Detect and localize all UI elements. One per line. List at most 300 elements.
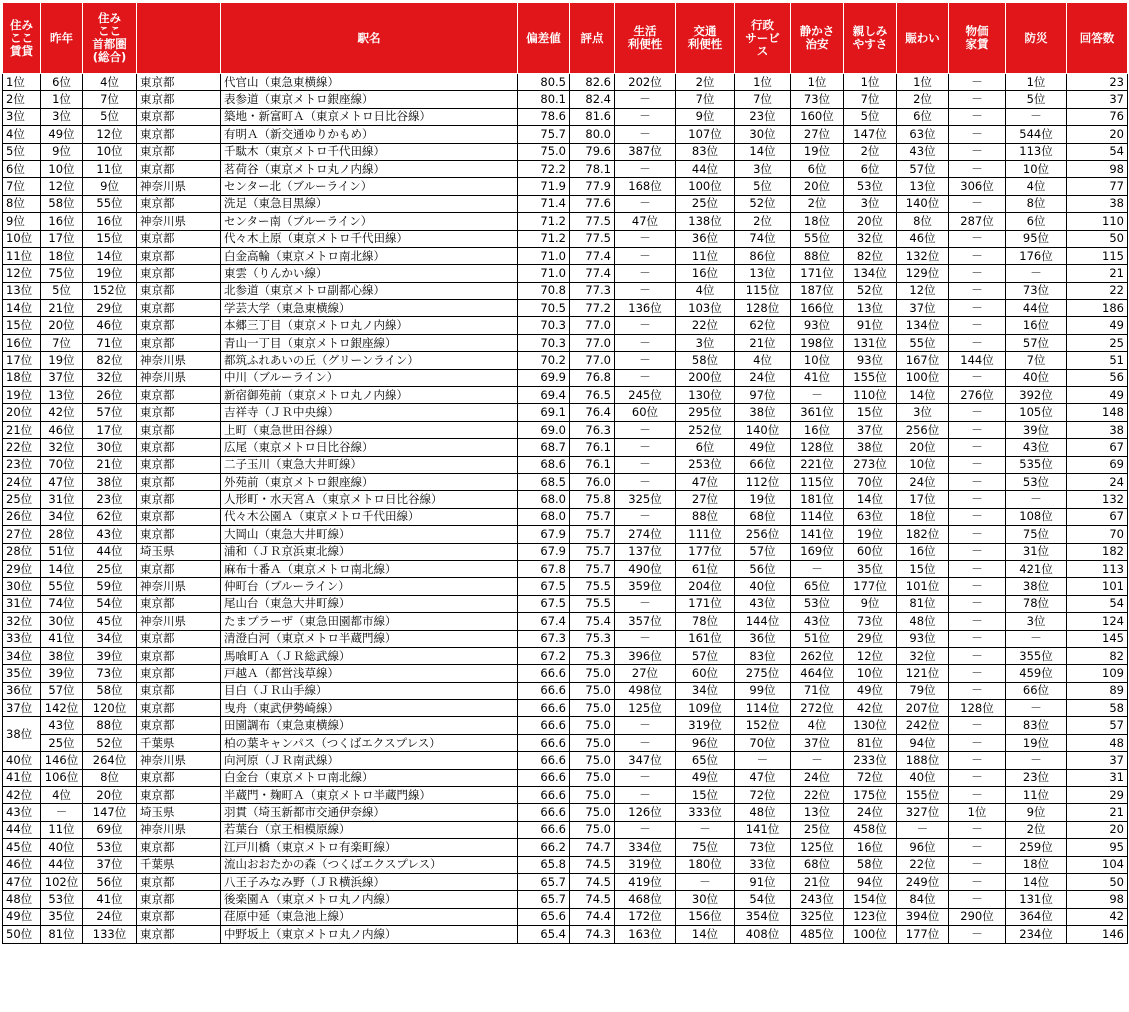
cell-station-col: センター北（ブルーライン） bbox=[221, 178, 518, 195]
cell-safety-col: 128位 bbox=[791, 439, 844, 456]
cell-friendly-col: 155位 bbox=[844, 369, 897, 386]
cell-safety-col: 464位 bbox=[791, 665, 844, 682]
cell-rank-col: 7位 bbox=[3, 178, 41, 195]
cell-life-col: － bbox=[615, 821, 676, 838]
cell-rank-col: 18位 bbox=[3, 369, 41, 386]
cell-price-col: 276位 bbox=[949, 387, 1006, 404]
cell-prev-year-col: 6位 bbox=[41, 74, 83, 91]
cell-disaster-col: 9位 bbox=[1006, 804, 1067, 821]
cell-admin-col: 256位 bbox=[735, 526, 791, 543]
cell-friendly-col: 2位 bbox=[844, 143, 897, 160]
cell-rank-col: 25位 bbox=[3, 491, 41, 508]
cell-friendly-col: 32位 bbox=[844, 230, 897, 247]
cell-pref-col: 東京都 bbox=[137, 230, 221, 247]
cell-pref-col: 東京都 bbox=[137, 682, 221, 699]
cell-answers-col: 145 bbox=[1067, 630, 1128, 647]
cell-life-col: 168位 bbox=[615, 178, 676, 195]
cell-deviation-col: 72.2 bbox=[518, 160, 570, 177]
cell-life-col: 319位 bbox=[615, 856, 676, 873]
cell-bustle-col: 134位 bbox=[897, 317, 949, 334]
cell-shutoken-col: 55位 bbox=[83, 195, 137, 212]
cell-transport-col: 200位 bbox=[676, 369, 735, 386]
cell-rank-col: 34位 bbox=[3, 647, 41, 664]
cell-pref-col: 千葉県 bbox=[137, 734, 221, 751]
cell-prev-year-col: 42位 bbox=[41, 404, 83, 421]
table-row bbox=[3, 543, 1128, 560]
cell-prev-year-col: 53位 bbox=[41, 891, 83, 908]
cell-shutoken-col: 88位 bbox=[83, 717, 137, 734]
cell-deviation-col: 66.6 bbox=[518, 787, 570, 804]
cell-pref-col: 神奈川県 bbox=[137, 578, 221, 595]
cell-bustle-col: 57位 bbox=[897, 160, 949, 177]
cell-price-col: － bbox=[949, 74, 1006, 91]
header-row bbox=[3, 3, 1128, 74]
cell-life-col: 468位 bbox=[615, 891, 676, 908]
cell-pref-col: 東京都 bbox=[137, 108, 221, 125]
cell-deviation-col: 69.1 bbox=[518, 404, 570, 421]
cell-disaster-col: 7位 bbox=[1006, 352, 1067, 369]
cell-bustle-col: 40位 bbox=[897, 769, 949, 786]
cell-safety-col: 71位 bbox=[791, 682, 844, 699]
cell-life-col: － bbox=[615, 717, 676, 734]
cell-safety-col: 485位 bbox=[791, 926, 844, 943]
cell-prev-year-col: 51位 bbox=[41, 543, 83, 560]
cell-life-col: 357位 bbox=[615, 613, 676, 630]
cell-shutoken-col: 38位 bbox=[83, 473, 137, 490]
cell-admin-col: 5位 bbox=[735, 178, 791, 195]
cell-rank-col: 11位 bbox=[3, 247, 41, 264]
cell-friendly-col: 177位 bbox=[844, 578, 897, 595]
cell-life-col: － bbox=[615, 352, 676, 369]
cell-price-col: － bbox=[949, 160, 1006, 177]
cell-deviation-col: 68.0 bbox=[518, 508, 570, 525]
cell-station-col: 築地・新富町Ａ（東京メトロ日比谷線） bbox=[221, 108, 518, 125]
cell-deviation-col: 66.6 bbox=[518, 752, 570, 769]
cell-score-col: 76.4 bbox=[570, 404, 615, 421]
cell-disaster-col: 459位 bbox=[1006, 665, 1067, 682]
cell-bustle-col: 100位 bbox=[897, 369, 949, 386]
cell-price-col: － bbox=[949, 491, 1006, 508]
cell-admin-col: 114位 bbox=[735, 700, 791, 717]
cell-bustle-col: 2位 bbox=[897, 91, 949, 108]
cell-shutoken-col: 17位 bbox=[83, 421, 137, 438]
cell-safety-col: － bbox=[791, 560, 844, 577]
cell-life-col: － bbox=[615, 473, 676, 490]
table-row bbox=[3, 160, 1128, 177]
cell-prev-year-col: 49位 bbox=[41, 126, 83, 143]
table-row bbox=[3, 421, 1128, 438]
header-score-col: 評点 bbox=[570, 3, 615, 74]
cell-disaster-col: － bbox=[1006, 491, 1067, 508]
cell-rank-col: 44位 bbox=[3, 821, 41, 838]
cell-rank-col: 31位 bbox=[3, 595, 41, 612]
table-row bbox=[3, 213, 1128, 230]
cell-score-col: 75.0 bbox=[570, 769, 615, 786]
cell-score-col: 75.0 bbox=[570, 804, 615, 821]
cell-pref-col: 東京都 bbox=[137, 473, 221, 490]
cell-safety-col: 22位 bbox=[791, 787, 844, 804]
cell-rank-col: 22位 bbox=[3, 439, 41, 456]
cell-safety-col: 198位 bbox=[791, 334, 844, 351]
cell-rank-col: 49位 bbox=[3, 908, 41, 925]
cell-shutoken-col: 37位 bbox=[83, 856, 137, 873]
cell-friendly-col: 5位 bbox=[844, 108, 897, 125]
cell-score-col: 76.1 bbox=[570, 456, 615, 473]
cell-bustle-col: 43位 bbox=[897, 143, 949, 160]
cell-score-col: 77.2 bbox=[570, 300, 615, 317]
cell-life-col: 125位 bbox=[615, 700, 676, 717]
cell-life-col: － bbox=[615, 508, 676, 525]
cell-station-col: 曳舟（東武伊勢崎線） bbox=[221, 700, 518, 717]
cell-deviation-col: 71.2 bbox=[518, 230, 570, 247]
cell-rank-col: 41位 bbox=[3, 769, 41, 786]
cell-prev-year-col: 44位 bbox=[41, 856, 83, 873]
cell-answers-col: 38 bbox=[1067, 421, 1128, 438]
cell-pref-col: 東京都 bbox=[137, 195, 221, 212]
cell-score-col: 75.0 bbox=[570, 787, 615, 804]
cell-disaster-col: 364位 bbox=[1006, 908, 1067, 925]
cell-pref-col: 東京都 bbox=[137, 891, 221, 908]
cell-pref-col: 東京都 bbox=[137, 908, 221, 925]
cell-bustle-col: 167位 bbox=[897, 352, 949, 369]
cell-friendly-col: 233位 bbox=[844, 752, 897, 769]
cell-bustle-col: 249位 bbox=[897, 873, 949, 890]
cell-score-col: 74.5 bbox=[570, 873, 615, 890]
header-rank-col: 住み ここ 賃貸 bbox=[3, 3, 41, 74]
cell-bustle-col: 129位 bbox=[897, 265, 949, 282]
cell-disaster-col: 66位 bbox=[1006, 682, 1067, 699]
cell-shutoken-col: 39位 bbox=[83, 647, 137, 664]
cell-disaster-col: － bbox=[1006, 700, 1067, 717]
cell-station-col: 白金高輪（東京メトロ南北線） bbox=[221, 247, 518, 264]
cell-station-col: 八王子みなみ野（ＪＲ横浜線） bbox=[221, 873, 518, 890]
cell-friendly-col: 63位 bbox=[844, 508, 897, 525]
cell-price-col: － bbox=[949, 108, 1006, 125]
cell-price-col: － bbox=[949, 404, 1006, 421]
cell-safety-col: 187位 bbox=[791, 282, 844, 299]
header-station-col: 駅名 bbox=[221, 3, 518, 74]
cell-shutoken-col: 23位 bbox=[83, 491, 137, 508]
cell-price-col: － bbox=[949, 265, 1006, 282]
cell-pref-col: 神奈川県 bbox=[137, 821, 221, 838]
header-safety-col: 静かさ 治安 bbox=[791, 3, 844, 74]
cell-admin-col: 91位 bbox=[735, 873, 791, 890]
cell-shutoken-col: 25位 bbox=[83, 560, 137, 577]
cell-deviation-col: 71.2 bbox=[518, 213, 570, 230]
cell-shutoken-col: 44位 bbox=[83, 543, 137, 560]
cell-transport-col: 83位 bbox=[676, 143, 735, 160]
cell-disaster-col: 95位 bbox=[1006, 230, 1067, 247]
cell-station-col: 大岡山（東急大井町線） bbox=[221, 526, 518, 543]
cell-deviation-col: 67.5 bbox=[518, 578, 570, 595]
cell-answers-col: 22 bbox=[1067, 282, 1128, 299]
cell-deviation-col: 68.7 bbox=[518, 439, 570, 456]
cell-pref-col: 千葉県 bbox=[137, 856, 221, 873]
cell-price-col: － bbox=[949, 821, 1006, 838]
cell-rank-col: 35位 bbox=[3, 665, 41, 682]
cell-score-col: 77.3 bbox=[570, 282, 615, 299]
cell-life-col: 396位 bbox=[615, 647, 676, 664]
cell-prev-year-col: 17位 bbox=[41, 230, 83, 247]
cell-transport-col: － bbox=[676, 821, 735, 838]
cell-pref-col: 東京都 bbox=[137, 526, 221, 543]
cell-bustle-col: 17位 bbox=[897, 491, 949, 508]
cell-station-col: 茗荷谷（東京メトロ丸ノ内線） bbox=[221, 160, 518, 177]
cell-score-col: 74.3 bbox=[570, 926, 615, 943]
header-pref-col bbox=[137, 3, 221, 74]
cell-pref-col: 東京都 bbox=[137, 456, 221, 473]
cell-friendly-col: 1位 bbox=[844, 74, 897, 91]
table-row bbox=[3, 839, 1128, 856]
cell-score-col: 76.0 bbox=[570, 473, 615, 490]
cell-rank-col: 5位 bbox=[3, 143, 41, 160]
cell-bustle-col: 182位 bbox=[897, 526, 949, 543]
cell-disaster-col: 105位 bbox=[1006, 404, 1067, 421]
cell-transport-col: 58位 bbox=[676, 352, 735, 369]
cell-prev-year-col: 5位 bbox=[41, 282, 83, 299]
cell-admin-col: 43位 bbox=[735, 595, 791, 612]
cell-prev-year-col: 146位 bbox=[41, 752, 83, 769]
cell-deviation-col: 67.2 bbox=[518, 647, 570, 664]
cell-price-col: － bbox=[949, 421, 1006, 438]
cell-deviation-col: 66.6 bbox=[518, 682, 570, 699]
cell-answers-col: 29 bbox=[1067, 787, 1128, 804]
cell-score-col: 74.4 bbox=[570, 908, 615, 925]
cell-admin-col: 70位 bbox=[735, 734, 791, 751]
cell-bustle-col: 13位 bbox=[897, 178, 949, 195]
cell-station-col: 羽貫（埼玉新都市交通伊奈線） bbox=[221, 804, 518, 821]
cell-admin-col: 66位 bbox=[735, 456, 791, 473]
cell-price-col: － bbox=[949, 578, 1006, 595]
cell-station-col: 本郷三丁目（東京メトロ丸ノ内線） bbox=[221, 317, 518, 334]
cell-shutoken-col: 59位 bbox=[83, 578, 137, 595]
cell-prev-year-col: 43位 bbox=[41, 717, 83, 734]
cell-pref-col: 東京都 bbox=[137, 265, 221, 282]
cell-price-col: － bbox=[949, 126, 1006, 143]
cell-disaster-col: 44位 bbox=[1006, 300, 1067, 317]
cell-pref-col: 東京都 bbox=[137, 647, 221, 664]
header-bustle-col: 賑わい bbox=[897, 3, 949, 74]
cell-rank-col: 2位 bbox=[3, 91, 41, 108]
cell-friendly-col: 81位 bbox=[844, 734, 897, 751]
table-row bbox=[3, 265, 1128, 282]
cell-life-col: 359位 bbox=[615, 578, 676, 595]
cell-transport-col: 6位 bbox=[676, 439, 735, 456]
cell-safety-col: 88位 bbox=[791, 247, 844, 264]
cell-price-col: － bbox=[949, 282, 1006, 299]
cell-pref-col: 東京都 bbox=[137, 160, 221, 177]
cell-transport-col: 16位 bbox=[676, 265, 735, 282]
table-row bbox=[3, 682, 1128, 699]
cell-shutoken-col: 16位 bbox=[83, 213, 137, 230]
cell-bustle-col: 81位 bbox=[897, 595, 949, 612]
cell-deviation-col: 68.6 bbox=[518, 456, 570, 473]
cell-admin-col: 24位 bbox=[735, 369, 791, 386]
cell-price-col: － bbox=[949, 873, 1006, 890]
cell-deviation-col: 66.6 bbox=[518, 700, 570, 717]
cell-safety-col: 169位 bbox=[791, 543, 844, 560]
cell-safety-col: 243位 bbox=[791, 891, 844, 908]
cell-station-col: 千駄木（東京メトロ千代田線） bbox=[221, 143, 518, 160]
cell-rank-col: 29位 bbox=[3, 560, 41, 577]
cell-safety-col: 221位 bbox=[791, 456, 844, 473]
cell-prev-year-col: － bbox=[41, 804, 83, 821]
cell-admin-col: 354位 bbox=[735, 908, 791, 925]
cell-shutoken-col: 11位 bbox=[83, 160, 137, 177]
cell-rank-col: 6位 bbox=[3, 160, 41, 177]
cell-rank-col: 47位 bbox=[3, 873, 41, 890]
cell-answers-col: 124 bbox=[1067, 613, 1128, 630]
cell-disaster-col: － bbox=[1006, 265, 1067, 282]
cell-shutoken-col: 24位 bbox=[83, 908, 137, 925]
cell-bustle-col: 1位 bbox=[897, 74, 949, 91]
cell-price-col: － bbox=[949, 439, 1006, 456]
cell-admin-col: 72位 bbox=[735, 787, 791, 804]
cell-answers-col: 98 bbox=[1067, 160, 1128, 177]
cell-friendly-col: 7位 bbox=[844, 91, 897, 108]
cell-disaster-col: 4位 bbox=[1006, 178, 1067, 195]
cell-deviation-col: 66.6 bbox=[518, 769, 570, 786]
cell-pref-col: 東京都 bbox=[137, 300, 221, 317]
cell-bustle-col: 93位 bbox=[897, 630, 949, 647]
cell-admin-col: 56位 bbox=[735, 560, 791, 577]
cell-score-col: 77.5 bbox=[570, 213, 615, 230]
cell-pref-col: 東京都 bbox=[137, 839, 221, 856]
cell-disaster-col: 1位 bbox=[1006, 74, 1067, 91]
cell-disaster-col: 57位 bbox=[1006, 334, 1067, 351]
cell-safety-col: 125位 bbox=[791, 839, 844, 856]
cell-transport-col: 161位 bbox=[676, 630, 735, 647]
cell-friendly-col: 72位 bbox=[844, 769, 897, 786]
cell-pref-col: 東京都 bbox=[137, 873, 221, 890]
cell-deviation-col: 71.9 bbox=[518, 178, 570, 195]
cell-answers-col: 110 bbox=[1067, 213, 1128, 230]
table-row bbox=[3, 613, 1128, 630]
cell-rank-col: 48位 bbox=[3, 891, 41, 908]
cell-answers-col: 82 bbox=[1067, 647, 1128, 664]
cell-answers-col: 67 bbox=[1067, 439, 1128, 456]
cell-rank-col: 38位 bbox=[3, 717, 41, 752]
cell-station-col: 東雲（りんかい線） bbox=[221, 265, 518, 282]
cell-answers-col: 69 bbox=[1067, 456, 1128, 473]
cell-friendly-col: 131位 bbox=[844, 334, 897, 351]
cell-shutoken-col: 5位 bbox=[83, 108, 137, 125]
cell-transport-col: 333位 bbox=[676, 804, 735, 821]
cell-life-col: － bbox=[615, 769, 676, 786]
cell-station-col: 白金台（東京メトロ南北線） bbox=[221, 769, 518, 786]
cell-disaster-col: 6位 bbox=[1006, 213, 1067, 230]
cell-prev-year-col: 20位 bbox=[41, 317, 83, 334]
cell-pref-col: 神奈川県 bbox=[137, 752, 221, 769]
cell-price-col: － bbox=[949, 665, 1006, 682]
table-row bbox=[3, 108, 1128, 125]
cell-station-col: 戸越Ａ（都営浅草線） bbox=[221, 665, 518, 682]
cell-disaster-col: 19位 bbox=[1006, 734, 1067, 751]
table-row bbox=[3, 317, 1128, 334]
cell-price-col: － bbox=[949, 91, 1006, 108]
cell-friendly-col: 73位 bbox=[844, 613, 897, 630]
cell-prev-year-col: 18位 bbox=[41, 247, 83, 264]
cell-score-col: 75.3 bbox=[570, 630, 615, 647]
cell-transport-col: 138位 bbox=[676, 213, 735, 230]
cell-transport-col: 44位 bbox=[676, 160, 735, 177]
cell-price-col: － bbox=[949, 630, 1006, 647]
cell-bustle-col: 140位 bbox=[897, 195, 949, 212]
cell-transport-col: 27位 bbox=[676, 491, 735, 508]
cell-prev-year-col: 11位 bbox=[41, 821, 83, 838]
cell-pref-col: 東京都 bbox=[137, 665, 221, 682]
cell-deviation-col: 66.6 bbox=[518, 821, 570, 838]
cell-safety-col: 53位 bbox=[791, 595, 844, 612]
cell-score-col: 75.0 bbox=[570, 682, 615, 699]
cell-price-col: － bbox=[949, 769, 1006, 786]
cell-pref-col: 神奈川県 bbox=[137, 369, 221, 386]
cell-bustle-col: 242位 bbox=[897, 717, 949, 734]
cell-shutoken-col: 4位 bbox=[83, 74, 137, 91]
cell-deviation-col: 66.6 bbox=[518, 734, 570, 751]
cell-answers-col: 67 bbox=[1067, 508, 1128, 525]
cell-safety-col: 10位 bbox=[791, 352, 844, 369]
cell-score-col: 75.0 bbox=[570, 752, 615, 769]
cell-prev-year-col: 32位 bbox=[41, 439, 83, 456]
cell-deviation-col: 68.0 bbox=[518, 491, 570, 508]
cell-disaster-col: 535位 bbox=[1006, 456, 1067, 473]
cell-station-col: 上町（東急世田谷線） bbox=[221, 421, 518, 438]
cell-admin-col: 36位 bbox=[735, 630, 791, 647]
cell-score-col: 77.9 bbox=[570, 178, 615, 195]
cell-deviation-col: 69.9 bbox=[518, 369, 570, 386]
table-body bbox=[3, 74, 1128, 944]
cell-score-col: 75.3 bbox=[570, 647, 615, 664]
cell-friendly-col: 29位 bbox=[844, 630, 897, 647]
cell-transport-col: 88位 bbox=[676, 508, 735, 525]
cell-shutoken-col: 46位 bbox=[83, 317, 137, 334]
cell-transport-col: 75位 bbox=[676, 839, 735, 856]
cell-life-col: 126位 bbox=[615, 804, 676, 821]
cell-safety-col: 4位 bbox=[791, 717, 844, 734]
cell-station-col: 浦和（ＪＲ京浜東北線） bbox=[221, 543, 518, 560]
cell-station-col: 人形町・水天宮Ａ（東京メトロ日比谷線） bbox=[221, 491, 518, 508]
cell-deviation-col: 66.2 bbox=[518, 839, 570, 856]
cell-shutoken-col: 41位 bbox=[83, 891, 137, 908]
cell-deviation-col: 67.5 bbox=[518, 595, 570, 612]
cell-price-col: － bbox=[949, 526, 1006, 543]
cell-transport-col: 253位 bbox=[676, 456, 735, 473]
cell-admin-col: － bbox=[735, 752, 791, 769]
cell-shutoken-col: 26位 bbox=[83, 387, 137, 404]
cell-station-col: 向河原（ＪＲ南武線） bbox=[221, 752, 518, 769]
cell-friendly-col: 154位 bbox=[844, 891, 897, 908]
cell-admin-col: 140位 bbox=[735, 421, 791, 438]
cell-station-col: 表参道（東京メトロ銀座線） bbox=[221, 91, 518, 108]
cell-answers-col: 54 bbox=[1067, 143, 1128, 160]
cell-pref-col: 埼玉県 bbox=[137, 804, 221, 821]
cell-score-col: 75.7 bbox=[570, 543, 615, 560]
cell-safety-col: 55位 bbox=[791, 230, 844, 247]
cell-transport-col: 130位 bbox=[676, 387, 735, 404]
cell-transport-col: 65位 bbox=[676, 752, 735, 769]
cell-prev-year-col: 34位 bbox=[41, 508, 83, 525]
cell-rank-col: 19位 bbox=[3, 387, 41, 404]
cell-shutoken-col: 82位 bbox=[83, 352, 137, 369]
cell-transport-col: 78位 bbox=[676, 613, 735, 630]
cell-station-col: 若葉台（京王相模原線） bbox=[221, 821, 518, 838]
cell-disaster-col: 2位 bbox=[1006, 821, 1067, 838]
cell-bustle-col: 94位 bbox=[897, 734, 949, 751]
cell-score-col: 77.4 bbox=[570, 247, 615, 264]
cell-transport-col: 60位 bbox=[676, 665, 735, 682]
cell-safety-col: 25位 bbox=[791, 821, 844, 838]
